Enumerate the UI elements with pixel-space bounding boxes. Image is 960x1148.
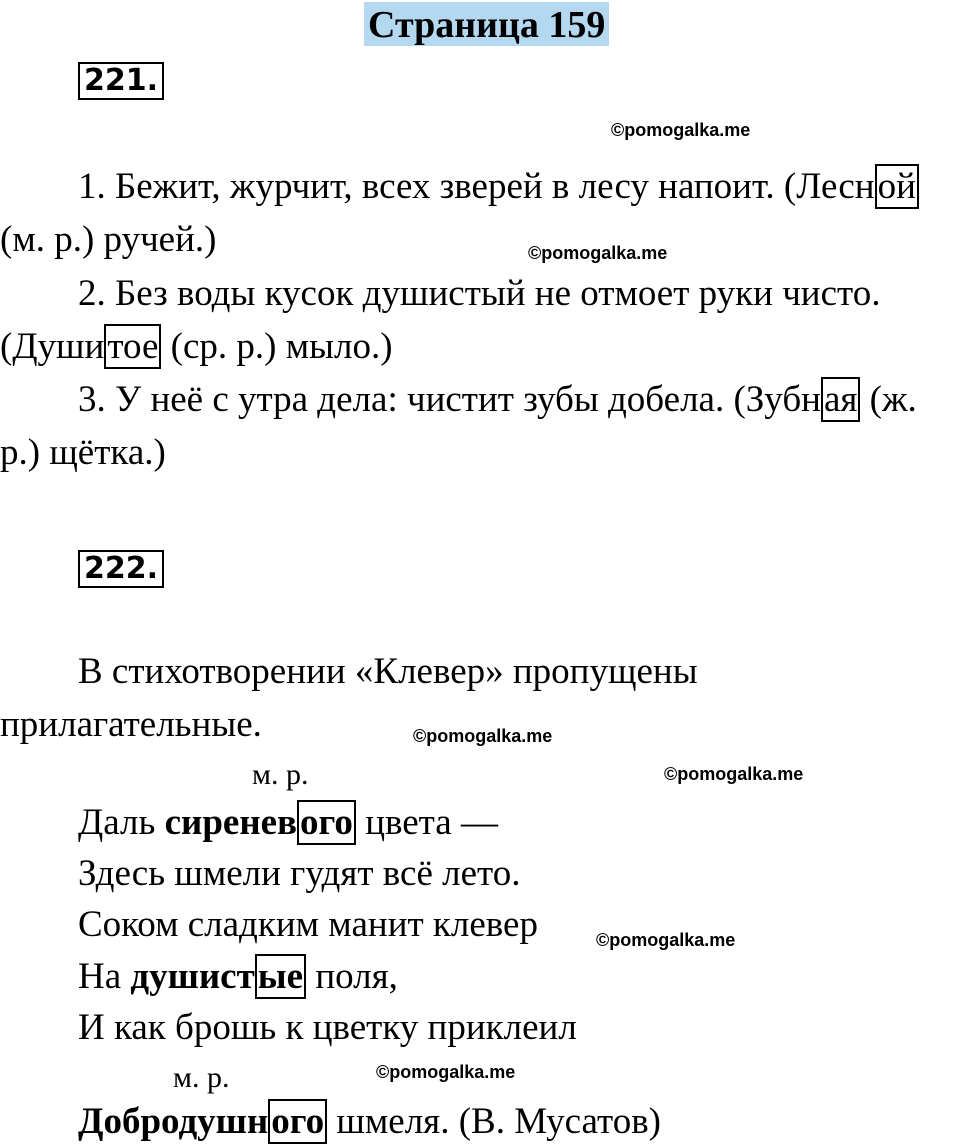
exercise-number-221: 221. <box>78 62 164 100</box>
page-title: Страница 159 <box>364 2 609 46</box>
riddle-2-line-1: 2. Без воды кусок душистый не отмоет руки чисто. <box>78 273 881 314</box>
gender-note: м. р. <box>173 1061 230 1094</box>
poem-line-5: И как брошь к цветку приклеил <box>78 1007 577 1048</box>
riddle-3-line-2: р.) щётка.) <box>0 432 166 473</box>
poem-line-2: Здесь шмели гудят всё лето. <box>78 853 521 894</box>
poem-line-1: Даль сиреневого цвета — <box>78 802 498 843</box>
poem-line-6: Добродушного шмеля. (В. Мусатов) <box>78 1101 661 1142</box>
riddle-2-line-2: (Душитое (ср. р.) мыло.) <box>0 326 393 367</box>
riddle-1-line-1: 1. Бежит, журчит, всех зверей в лесу напоит. (Лесной <box>78 165 919 209</box>
watermark: ©pomogalka.me <box>528 243 668 263</box>
ending-box: тое <box>104 324 161 369</box>
riddle-3-line-1: 3. У неё с утра дела: чистит зубы добела. (Зубная (ж. <box>78 379 917 420</box>
gender-note: м. р. <box>252 758 309 791</box>
intro-line-2: прилагательные. <box>0 704 262 745</box>
ending-box: ые <box>255 954 306 999</box>
watermark: ©pomogalka.me <box>611 120 751 140</box>
intro-line-1: В стихотворении «Клевер» пропущены <box>78 651 698 692</box>
poem-line-4: На душистые поля, <box>78 956 398 997</box>
watermark: ©pomogalka.me <box>413 726 553 746</box>
ending-box: ого <box>297 800 356 845</box>
watermark: ©pomogalka.me <box>664 764 804 784</box>
exercise-number-222: 222. <box>78 550 164 588</box>
ending-box: ая <box>821 377 860 422</box>
ending-box: ой <box>875 164 919 209</box>
watermark: ©pomogalka.me <box>376 1062 516 1082</box>
watermark: ©pomogalka.me <box>596 930 736 950</box>
ending-box: ого <box>268 1099 327 1144</box>
poem-line-3: Соком сладким манит клевер <box>78 904 538 945</box>
riddle-1-line-2: (м. р.) ручей.) <box>0 219 217 260</box>
